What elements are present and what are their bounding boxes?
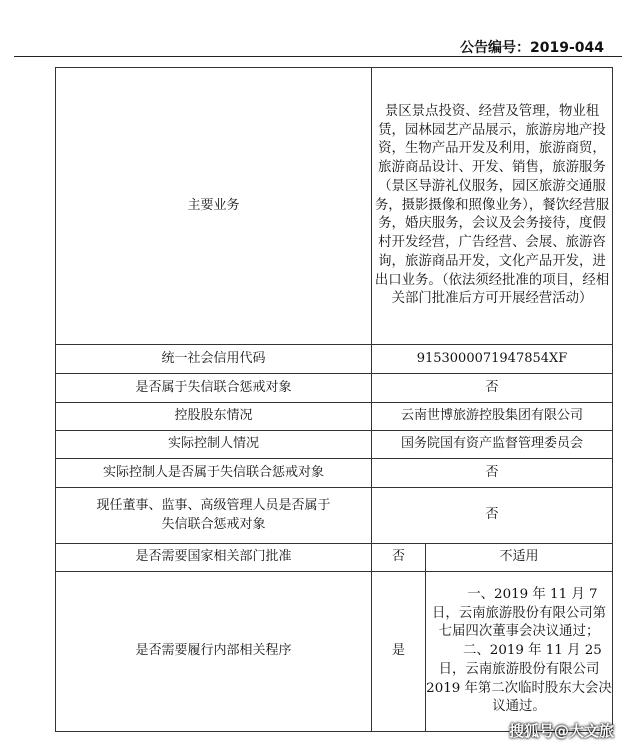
row-label-approval-needed: 是否需要国家相关部门批准 bbox=[56, 544, 372, 572]
approval-needed-detail: 不适用 bbox=[426, 544, 613, 572]
header-divider bbox=[14, 56, 622, 57]
row-label-controlling-shareholder: 控股股东情况 bbox=[56, 403, 372, 431]
table-row bbox=[56, 68, 613, 345]
table-row bbox=[56, 431, 613, 459]
row-label-main-business: 主要业务 bbox=[56, 68, 372, 345]
row-label-controller-dishonest: 实际控制人是否属于失信联合惩戒对象 bbox=[56, 459, 372, 488]
table-row bbox=[56, 544, 613, 572]
procedure-item-1: 一、2019 年 11 月 7 日，云南旅游股份有限公司第七届四次董事会决议通过； bbox=[431, 586, 607, 640]
actual-controller-value: 国务院国有资产监督管理委员会 bbox=[372, 431, 613, 459]
row-label-actual-controller: 实际控制人情况 bbox=[56, 431, 372, 459]
source-watermark: 搜狐号@大文旅 bbox=[508, 722, 614, 740]
internal-procedure-value: 是 bbox=[372, 572, 426, 732]
main-business-text: 景区景点投资、经营及管理，物业租赁，园林园艺产品展示，旅游房地产投资，生物产品开发及利用，旅游商贸，旅游商品设计、开发、销售，旅游服务（景区导游礼仪服务，园区旅游交通服务，摄影摄像和照像业务），餐饮经营服务，婚庆服务，会议及会务接待，度假村开发经营，广告经营、会展、旅游咨询，旅游商品开发，文化产品开发，进出口业务。（依法须经批准的项目，经相关部门批准后方可开展经营活动） bbox=[374, 103, 610, 307]
executives-dishonest-value: 否 bbox=[372, 488, 613, 544]
main-business-value bbox=[372, 68, 613, 345]
table-row bbox=[56, 374, 613, 403]
table-row bbox=[56, 403, 613, 431]
credit-code-value: 9153000071947854XF bbox=[372, 345, 613, 374]
executives-label-line2: 失信联合惩戒对象 bbox=[161, 516, 266, 532]
row-label-executives-dishonest bbox=[56, 488, 372, 544]
approval-needed-value: 否 bbox=[372, 544, 426, 572]
controller-dishonest-value: 否 bbox=[372, 459, 613, 488]
dishonest-target-value: 否 bbox=[372, 374, 613, 403]
internal-procedure-detail bbox=[426, 572, 613, 732]
controlling-shareholder-value: 云南世博旅游控股集团有限公司 bbox=[372, 403, 613, 431]
row-label-internal-procedure: 是否需要履行内部相关程序 bbox=[56, 572, 372, 732]
table-row bbox=[56, 488, 613, 544]
row-label-dishonest-target: 是否属于失信联合惩戒对象 bbox=[56, 374, 372, 403]
info-table bbox=[55, 67, 613, 732]
page-header bbox=[0, 0, 640, 56]
executives-label-line1: 现任董事、监事、高级管理人员是否属于 bbox=[96, 498, 331, 514]
table-row bbox=[56, 572, 613, 732]
procedure-item-2: 二、2019 年 11 月 25 日，云南旅游股份有限公司 2019 年第二次临时股东大会决议通过。 bbox=[426, 643, 612, 715]
row-label-credit-code: 统一社会信用代码 bbox=[56, 345, 372, 374]
table-row bbox=[56, 459, 613, 488]
notice-number: 公告编号：2019-044 bbox=[460, 40, 604, 56]
table-row bbox=[56, 345, 613, 374]
